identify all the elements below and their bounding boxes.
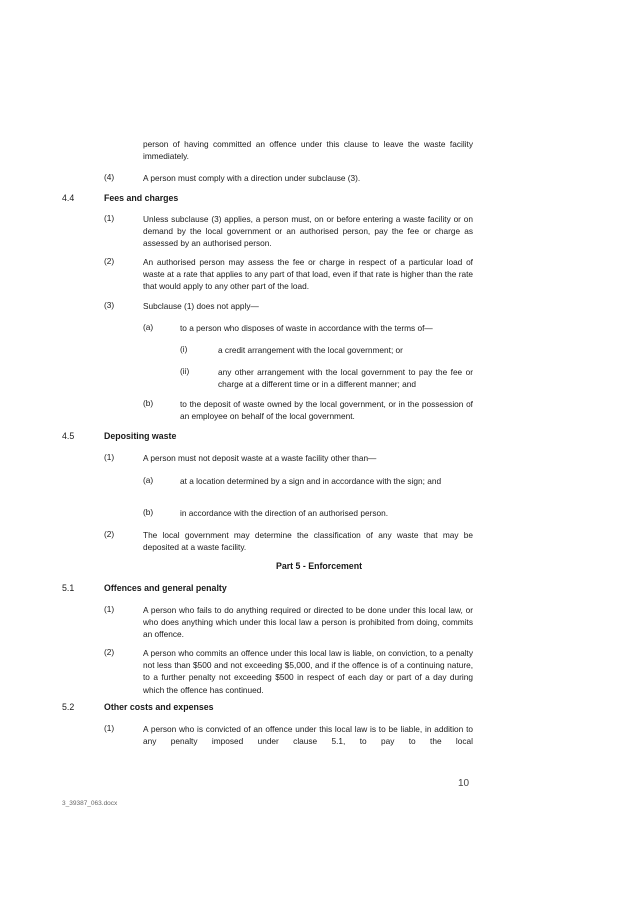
paragraph-number: (1) [104,452,115,462]
part-title: Part 5 - Enforcement [275,561,363,571]
paragraph-text: An authorised person may assess the fee or charge in respect of a particular load of waste at a rate that applies to any part of that load, even if that rate is higher than the rate that would apply to any other part of the load. [143,257,473,292]
subparagraph-text: to a person who disposes of waste in accordance with the terms of— [180,323,433,333]
subparagraph-number: (a) [143,475,154,485]
paragraph-number: (1) [104,213,115,223]
paragraph-number: (4) [104,172,115,182]
clause-number: 5.1 [62,583,75,593]
paragraph-number: (1) [104,604,115,614]
subparagraph-text: at a location determined by a sign and in accordance with the sign; and [180,476,442,486]
paragraph-text: A person who is convicted of an offence under this local law is to be liable, in addition to any penalty imposed under clause 5.1, to pay to the local [143,724,473,747]
subparagraph-number: (b) [143,398,154,408]
file-reference: 3_39387_063.docx [62,800,118,807]
subparagraph-number: (b) [143,507,154,517]
clause-number: 4.5 [62,431,75,441]
paragraph-number: (2) [104,256,115,266]
subparagraph-text: to the deposit of waste owned by the local government, or in the possession of an employee on behalf of the local government. [180,399,473,422]
clause-number: 4.4 [62,193,75,203]
paragraph-text: A person who fails to do anything required or directed to be done under this local law, or who does anything which under this local law a person is prohibited from doing, commits an offence. [143,605,473,640]
paragraph-text: Unless subclause (3) applies, a person must, on or before entering a waste facility or on demand by the local government or an authorised person, pay the fee or charge as assessed by an authorised person. [143,214,473,249]
paragraph-text: A person must comply with a direction under subclause (3). [143,173,361,183]
clause-heading: Offences and general penalty [104,583,227,593]
paragraph-number: (1) [104,723,115,733]
subsubparagraph-number: (i) [180,344,188,354]
paragraph-text: A person must not deposit waste at a waste facility other than— [143,453,377,463]
subparagraph-number: (a) [143,322,154,332]
clause-heading: Depositing waste [104,431,177,441]
clause-heading: Other costs and expenses [104,702,214,712]
paragraph-number: (2) [104,647,115,657]
subsubparagraph-number: (ii) [180,366,190,376]
subsubparagraph-text: any other arrangement with the local government to pay the fee or charge at a different time or in a different manner; and [218,367,473,390]
paragraph-text: The local government may determine the classification of any waste that may be deposited at a waste facility. [143,530,473,553]
continued-paragraph: person of having committed an offence under this clause to leave the waste facility immediately. [143,139,473,162]
paragraph-number: (2) [104,529,115,539]
subparagraph-text: in accordance with the direction of an authorised person. [180,508,389,518]
subsubparagraph-text: a credit arrangement with the local government; or [218,345,403,355]
paragraph-number: (3) [104,300,115,310]
paragraph-text: Subclause (1) does not apply— [143,301,259,311]
page-number: 10 [458,778,470,789]
clause-number: 5.2 [62,702,75,712]
paragraph-text: A person who commits an offence under this local law is liable, on conviction, to a penalty not less than $500 and not exceeding $5,000, and if the offence is of a continuing nature, to a further penalty not exceeding $500 in respect of each day or part of a day during which the offence has continued. [143,648,473,695]
clause-heading: Fees and charges [104,193,179,203]
